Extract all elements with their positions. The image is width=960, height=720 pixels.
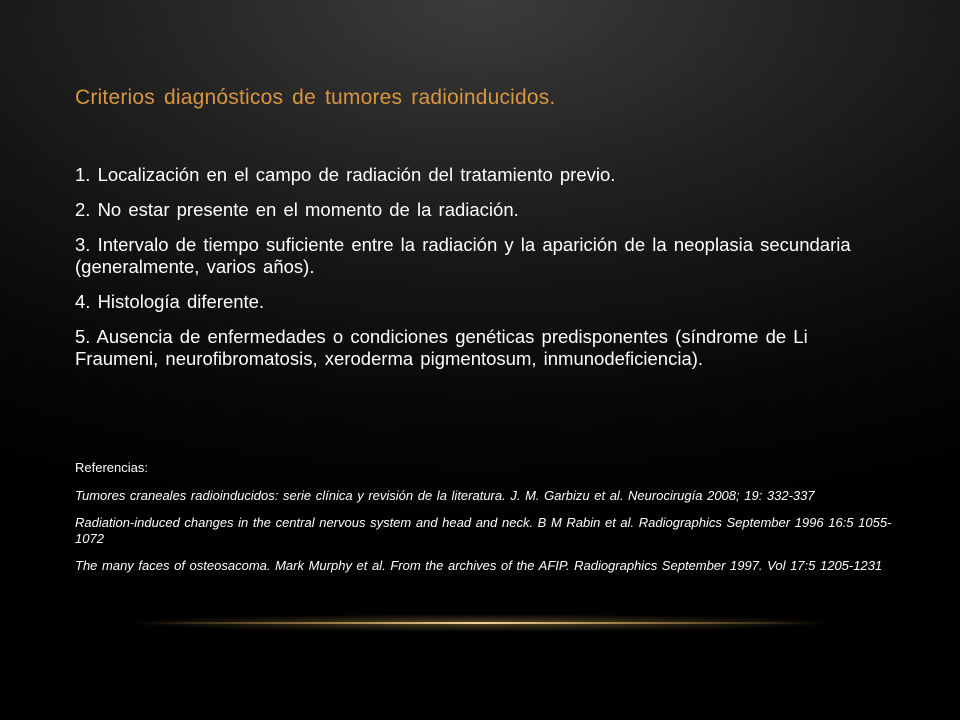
references-heading: Referencias: <box>75 460 148 475</box>
slide-title: Criterios diagnósticos de tumores radioinducidos. <box>75 86 556 109</box>
criteria-item-3: 3. Intervalo de tiempo suficiente entre la radiación y la aparición de la neoplasia secundaria (generalmente, varios años). <box>75 234 851 277</box>
references-list <box>75 488 895 574</box>
criteria-list <box>75 164 875 383</box>
reference-item-2: Radiation-induced changes in the central nervous system and head and neck. B M Rabin et al. Radiographics September 1996 16:5 1055-1072 <box>75 515 892 546</box>
references-section <box>75 460 895 585</box>
reference-item-3: The many faces of osteosacoma. Mark Murphy et al. From the archives of the AFIP. Radiographics September 1997. Vol 17:5 1205-1231 <box>75 558 883 573</box>
criteria-item-1: 1. Localización en el campo de radiación del tratamiento previo. <box>75 164 616 185</box>
criteria-item-2: 2. No estar presente en el momento de la radiación. <box>75 199 519 220</box>
reference-item-1: Tumores craneales radioinducidos: serie clínica y revisión de la literatura. J. M. Garbizu et al. Neurocirugía 2008; 19: 332-337 <box>75 488 815 503</box>
criteria-item-4: 4. Histología diferente. <box>75 291 265 312</box>
decorative-divider-line <box>140 622 820 624</box>
criteria-item-5: 5. Ausencia de enfermedades o condiciones genéticas predisponentes (síndrome de Li Fraumeni, neurofibromatosis, xeroderma pigmentosum, inmunodeficiencia). <box>75 326 808 369</box>
